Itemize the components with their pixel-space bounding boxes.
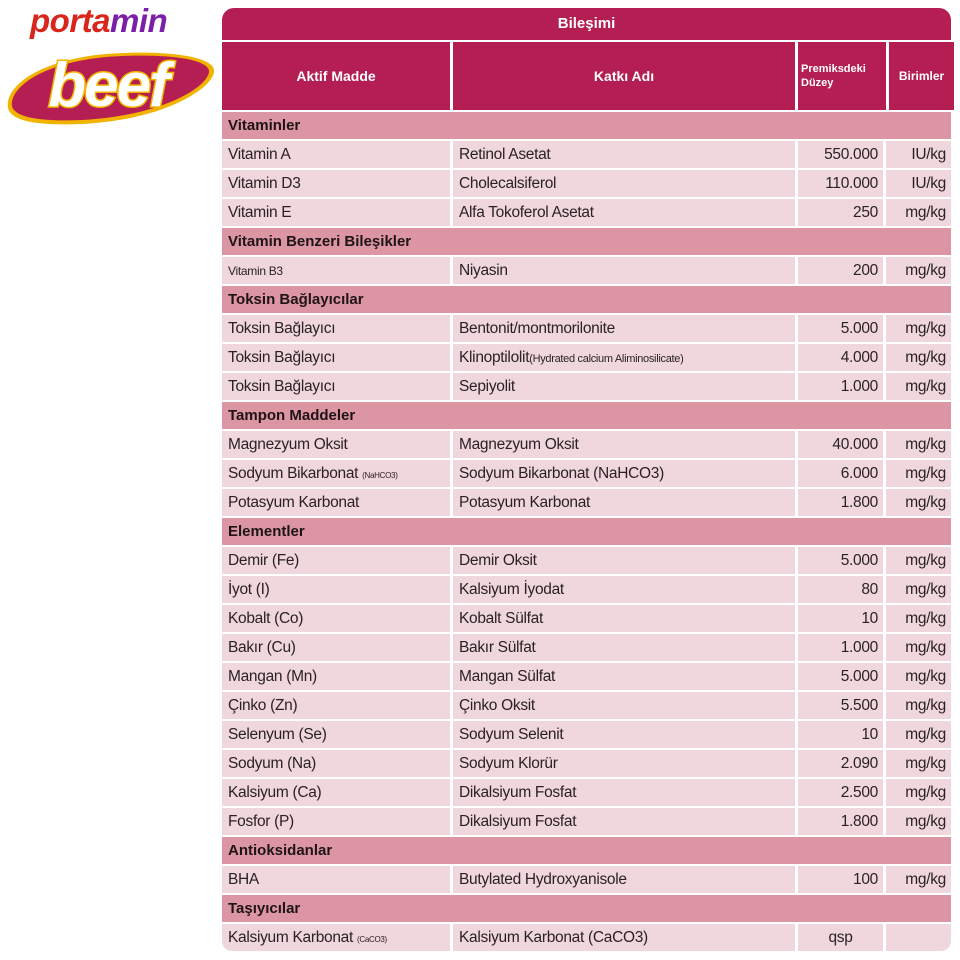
cell-additive-name <box>453 576 795 603</box>
cell-active-substance <box>222 634 450 661</box>
active-substance-text: Bakır (Cu) <box>228 639 296 656</box>
cell-premix-level: 1.000 <box>798 634 883 661</box>
additive-name-text: Retinol Asetat <box>459 146 551 163</box>
section-header: Elementler <box>222 518 951 545</box>
table-row <box>222 576 951 603</box>
cell-unit: mg/kg <box>886 431 951 458</box>
additive-name-text: Klinoptilolit <box>459 349 530 366</box>
cell-unit: mg/kg <box>886 605 951 632</box>
header-premix-level <box>798 42 886 110</box>
table-row <box>222 721 951 748</box>
cell-active-substance <box>222 373 450 400</box>
cell-unit: mg/kg <box>886 315 951 342</box>
section-header: Toksin Bağlayıcılar <box>222 286 951 313</box>
cell-unit: mg/kg <box>886 199 951 226</box>
cell-active-substance <box>222 576 450 603</box>
cell-additive-name <box>453 779 795 806</box>
active-substance-text: Vitamin B3 <box>228 264 283 278</box>
cell-active-substance <box>222 750 450 777</box>
cell-additive-name <box>453 808 795 835</box>
cell-active-substance <box>222 344 450 371</box>
additive-name-text: Cholecalsiferol <box>459 175 557 192</box>
header-additive-name: Katkı Adı <box>453 42 795 110</box>
section-header: Tampon Maddeler <box>222 402 951 429</box>
active-substance-text: Fosfor (P) <box>228 813 294 830</box>
active-substance-text: Vitamin A <box>228 146 291 163</box>
cell-additive-name <box>453 866 795 893</box>
table-row <box>222 692 951 719</box>
cell-unit: IU/kg <box>886 141 951 168</box>
table-row <box>222 373 951 400</box>
cell-premix-level: 1.800 <box>798 489 883 516</box>
cell-premix-level: 10 <box>798 605 883 632</box>
table-row <box>222 750 951 777</box>
cell-premix-level: 1.000 <box>798 373 883 400</box>
cell-premix-level: 550.000 <box>798 141 883 168</box>
cell-additive-name <box>453 663 795 690</box>
cell-additive-name <box>453 605 795 632</box>
cell-unit <box>886 924 951 951</box>
active-substance-note: (CaCO3) <box>357 935 387 944</box>
cell-additive-name <box>453 199 795 226</box>
table-row <box>222 199 951 226</box>
additive-name-text: Sodyum Bikarbonat (NaHCO3) <box>459 465 664 482</box>
cell-premix-level: 110.000 <box>798 170 883 197</box>
table-row <box>222 924 951 951</box>
cell-active-substance <box>222 866 450 893</box>
table-row <box>222 431 951 458</box>
cell-active-substance <box>222 779 450 806</box>
cell-additive-name <box>453 634 795 661</box>
cell-premix-level: 100 <box>798 866 883 893</box>
additive-name-text: Kobalt Sülfat <box>459 610 543 627</box>
cell-unit: mg/kg <box>886 692 951 719</box>
additive-name-note: (Hydrated calcium Aliminosilicate) <box>529 353 684 365</box>
cell-additive-name <box>453 750 795 777</box>
table-row <box>222 460 951 487</box>
cell-active-substance <box>222 692 450 719</box>
table-row <box>222 779 951 806</box>
table-row <box>222 866 951 893</box>
table-body <box>222 112 951 951</box>
active-substance-text: İyot (I) <box>228 581 270 598</box>
additive-name-text: Demir Oksit <box>459 552 537 569</box>
table-row <box>222 605 951 632</box>
active-substance-text: Sodyum Bikarbonat <box>228 465 359 482</box>
cell-additive-name <box>453 170 795 197</box>
cell-additive-name <box>453 721 795 748</box>
header-units: Birimler <box>889 42 954 110</box>
cell-premix-level: 80 <box>798 576 883 603</box>
cell-active-substance <box>222 315 450 342</box>
cell-active-substance <box>222 199 450 226</box>
cell-unit: mg/kg <box>886 576 951 603</box>
cell-additive-name <box>453 431 795 458</box>
cell-additive-name <box>453 315 795 342</box>
table-row <box>222 257 951 284</box>
table-header-row <box>222 42 951 110</box>
cell-active-substance <box>222 721 450 748</box>
section-header: Vitaminler <box>222 112 951 139</box>
active-substance-text: Toksin Bağlayıcı <box>228 378 336 395</box>
active-substance-text: Toksin Bağlayıcı <box>228 320 336 337</box>
additive-name-text: Kalsiyum İyodat <box>459 581 564 598</box>
active-substance-text: Sodyum (Na) <box>228 755 317 772</box>
cell-additive-name <box>453 460 795 487</box>
cell-premix-level: qsp <box>798 924 883 951</box>
cell-additive-name <box>453 141 795 168</box>
cell-additive-name <box>453 547 795 574</box>
active-substance-text: Toksin Bağlayıcı <box>228 349 336 366</box>
header-premix-level-line1: Premiksdeki <box>801 63 866 75</box>
cell-premix-level: 2.500 <box>798 779 883 806</box>
cell-unit: mg/kg <box>886 460 951 487</box>
active-substance-text: Kalsiyum (Ca) <box>228 784 322 801</box>
wordmark-min: min <box>110 2 168 39</box>
cell-unit: mg/kg <box>886 866 951 893</box>
active-substance-note: (NaHCO3) <box>362 471 398 480</box>
active-substance-text: Kalsiyum Karbonat <box>228 929 353 946</box>
additive-name-text: Dikalsiyum Fosfat <box>459 813 577 830</box>
cell-unit: mg/kg <box>886 663 951 690</box>
section-header: Vitamin Benzeri Bileşikler <box>222 228 951 255</box>
cell-premix-level: 5.000 <box>798 315 883 342</box>
active-substance-text: BHA <box>228 871 259 888</box>
table-row <box>222 315 951 342</box>
additive-name-text: Potasyum Karbonat <box>459 494 591 511</box>
additive-name-text: Bentonit/montmorilonite <box>459 320 615 337</box>
portamin-wordmark <box>30 2 167 40</box>
cell-premix-level: 4.000 <box>798 344 883 371</box>
cell-additive-name <box>453 373 795 400</box>
cell-premix-level: 200 <box>798 257 883 284</box>
table-row <box>222 170 951 197</box>
additive-name-text: Bakır Sülfat <box>459 639 536 656</box>
cell-premix-level: 40.000 <box>798 431 883 458</box>
additive-name-text: Mangan Sülfat <box>459 668 556 685</box>
additive-name-text: Butylated Hydroxyanisole <box>459 871 627 888</box>
additive-name-text: Sodyum Klorür <box>459 755 558 772</box>
table-title: Bileşimi <box>222 8 951 40</box>
cell-active-substance <box>222 170 450 197</box>
header-premix-level-line2: Düzey <box>801 77 834 89</box>
additive-name-text: Çinko Oksit <box>459 697 535 714</box>
cell-premix-level: 10 <box>798 721 883 748</box>
active-substance-text: Demir (Fe) <box>228 552 300 569</box>
cell-unit: mg/kg <box>886 721 951 748</box>
cell-active-substance <box>222 547 450 574</box>
cell-premix-level: 2.090 <box>798 750 883 777</box>
cell-active-substance <box>222 605 450 632</box>
cell-active-substance <box>222 808 450 835</box>
cell-active-substance <box>222 141 450 168</box>
cell-active-substance <box>222 460 450 487</box>
cell-unit: mg/kg <box>886 779 951 806</box>
cell-active-substance <box>222 924 450 951</box>
cell-active-substance <box>222 489 450 516</box>
cell-premix-level: 5.000 <box>798 547 883 574</box>
cell-active-substance <box>222 663 450 690</box>
additive-name-text: Niyasin <box>459 262 508 279</box>
additive-name-text: Kalsiyum Karbonat (CaCO3) <box>459 929 648 946</box>
active-substance-text: Selenyum (Se) <box>228 726 327 743</box>
table-row <box>222 808 951 835</box>
table-row <box>222 634 951 661</box>
cell-premix-level: 5.000 <box>798 663 883 690</box>
active-substance-text: Potasyum Karbonat <box>228 494 360 511</box>
additive-name-text: Dikalsiyum Fosfat <box>459 784 577 801</box>
cell-active-substance <box>222 431 450 458</box>
section-header: Antioksidanlar <box>222 837 951 864</box>
active-substance-text: Vitamin E <box>228 204 292 221</box>
active-substance-text: Çinko (Zn) <box>228 697 298 714</box>
table-row <box>222 489 951 516</box>
cell-premix-level: 250 <box>798 199 883 226</box>
active-substance-text: Mangan (Mn) <box>228 668 317 685</box>
cell-additive-name <box>453 257 795 284</box>
cell-unit: mg/kg <box>886 344 951 371</box>
cell-premix-level: 5.500 <box>798 692 883 719</box>
cell-premix-level: 6.000 <box>798 460 883 487</box>
table-row <box>222 663 951 690</box>
active-substance-text: Kobalt (Co) <box>228 610 304 627</box>
cell-additive-name <box>453 692 795 719</box>
table-row <box>222 141 951 168</box>
cell-premix-level: 1.800 <box>798 808 883 835</box>
cell-unit: mg/kg <box>886 547 951 574</box>
wordmark-porta: porta <box>30 2 110 39</box>
table-row <box>222 344 951 371</box>
cell-active-substance <box>222 257 450 284</box>
additive-name-text: Sepiyolit <box>459 378 515 395</box>
additive-name-text: Magnezyum Oksit <box>459 436 579 453</box>
additive-name-text: Alfa Tokoferol Asetat <box>459 204 594 221</box>
cell-unit: mg/kg <box>886 373 951 400</box>
cell-unit: IU/kg <box>886 170 951 197</box>
product-name-beef: beef <box>48 51 168 120</box>
cell-unit: mg/kg <box>886 808 951 835</box>
cell-unit: mg/kg <box>886 257 951 284</box>
section-header: Taşıyıcılar <box>222 895 951 922</box>
cell-additive-name <box>453 344 795 371</box>
cell-additive-name <box>453 924 795 951</box>
brand-logo <box>0 0 220 130</box>
active-substance-text: Vitamin D3 <box>228 175 301 192</box>
cell-unit: mg/kg <box>886 750 951 777</box>
table-row <box>222 547 951 574</box>
cell-unit: mg/kg <box>886 634 951 661</box>
additive-name-text: Sodyum Selenit <box>459 726 564 743</box>
cell-additive-name <box>453 489 795 516</box>
active-substance-text: Magnezyum Oksit <box>228 436 348 453</box>
cell-unit: mg/kg <box>886 489 951 516</box>
composition-table <box>222 8 951 951</box>
header-active-substance: Aktif Madde <box>222 42 450 110</box>
